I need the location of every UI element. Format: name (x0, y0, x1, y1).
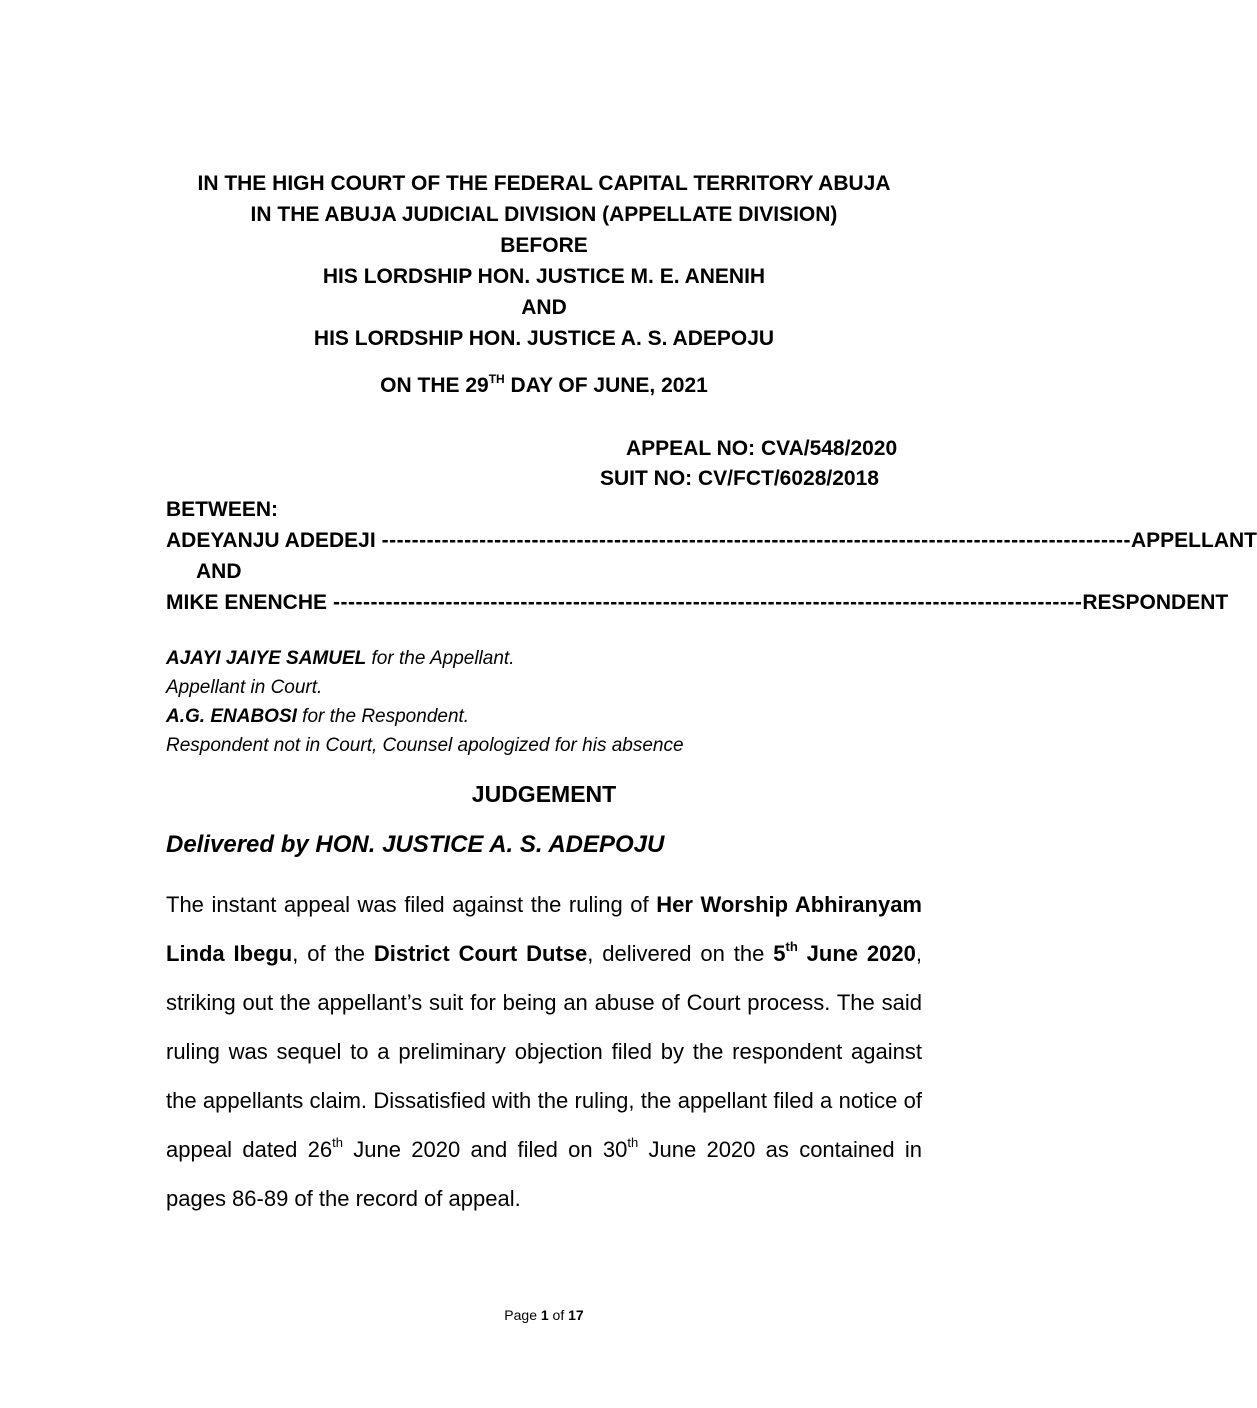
judgement-date: ON THE 29TH DAY OF JUNE, 2021 (380, 372, 708, 397)
heading-line-and: AND (521, 296, 567, 319)
appellant-role: APPELLANT (1131, 529, 1257, 552)
respondent-row (166, 587, 1229, 618)
respondent-name: MIKE ENENCHE (166, 591, 328, 614)
suit-number: SUIT NO: CV/FCT/6028/2018 (600, 467, 879, 490)
counsel-appearances (166, 644, 922, 760)
judgement-title: JUDGEMENT (471, 781, 617, 807)
case-numbers (600, 434, 922, 494)
appellant-counsel-line: AJAYI JAIYE SAMUEL for the Appellant. (166, 648, 515, 669)
court-heading (166, 168, 922, 354)
parties-and: AND (196, 560, 242, 583)
heading-line-court: IN THE HIGH COURT OF THE FEDERAL CAPITAL TERRITORY ABUJA (197, 172, 891, 195)
delivered-by: Delivered by HON. JUSTICE A. S. ADEPOJU (166, 831, 665, 858)
parties-block (166, 494, 1257, 618)
page-total: 17 (568, 1307, 584, 1323)
appellant-presence-line: Appellant in Court. (166, 677, 323, 698)
appellant-row (166, 525, 1257, 556)
heading-line-before: BEFORE (500, 234, 588, 257)
heading-line-justice-1: HIS LORDSHIP HON. JUSTICE M. E. ANENIH (322, 265, 766, 288)
leader-dashes: ---------------------------------------------------------------------------------------------------- (381, 529, 1131, 552)
respondent-presence-line: Respondent not in Court, Counsel apologized for his absence (166, 735, 684, 756)
respondent-role: RESPONDENT (1082, 591, 1229, 614)
page-current: 1 (540, 1307, 549, 1323)
leader-dashes: ---------------------------------------------------------------------------------------------------- (333, 591, 1083, 614)
heading-line-justice-2: HIS LORDSHIP HON. JUSTICE A. S. ADEPOJU (313, 327, 775, 350)
respondent-counsel-line: A.G. ENABOSI for the Respondent. (166, 706, 470, 727)
between-label: BETWEEN: (166, 498, 278, 521)
appellant-name: ADEYANJU ADEDEJI (166, 529, 376, 552)
appeal-number: APPEAL NO: CVA/548/2020 (626, 437, 898, 460)
page-footer: Page 1 of 17 (504, 1307, 584, 1323)
heading-line-division: IN THE ABUJA JUDICIAL DIVISION (APPELLATE DIVISION) (250, 203, 838, 226)
body-paragraph: The instant appeal was filed against the ruling of Her Worship Abhiranyam Linda Ibegu, of the District Court Dutse, delivered on the 5th June 2020, striking out the appellant’s suit for being an abuse of Court process. The said ruling was sequel to a preliminary objection filed by the respondent against the appellants claim. Dissatisfied with the ruling, the appellant filed a notice of appeal dated 26th June 2020 and filed on 30th June 2020 as contained in pages 86-89 of the record of appeal. (166, 892, 923, 1211)
